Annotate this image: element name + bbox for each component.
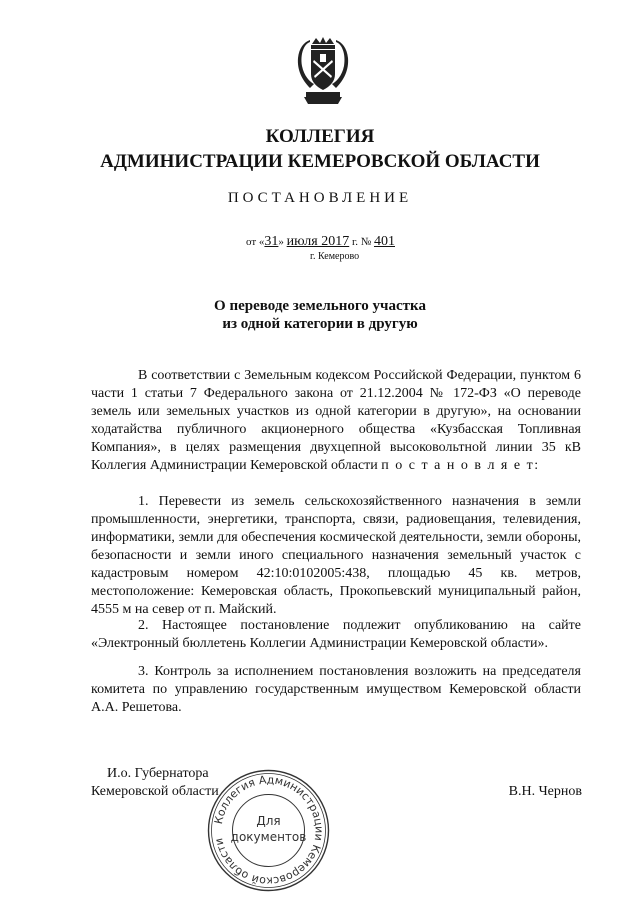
item-2-text: 2. Настоящее постановление подлежит опубликованию на сайте «Электронный бюллетень Коллегии Администрации Кемеровской области». bbox=[91, 618, 581, 651]
number-prefix: № bbox=[360, 236, 372, 248]
paragraph-item-1 bbox=[91, 493, 581, 619]
date-year-suffix: г. bbox=[351, 236, 358, 248]
round-stamp bbox=[206, 768, 331, 893]
paragraph-item-2 bbox=[91, 617, 581, 653]
item-1-text: 1. Перевести из земель сельскохозяйственного назначения в земли промышленности, энергетики, транспорта, связи, радиовещания, телевидения, информатики, земли для обеспечения космической деятельности, земли обороны, безопасности и земли иного специального назначения земельный участок с кадастровым номером 42:10:0102005:438, площадью 45 кв. метров, местоположение: Кемеровская область, Прокопьевский муниципальный район, 4555 м на север от п. Майский. bbox=[91, 494, 581, 617]
paragraph-item-3 bbox=[91, 663, 581, 717]
org-name-line1: КОЛЛЕГИЯ bbox=[265, 126, 375, 147]
subject-line2: из одной категории в другую bbox=[222, 316, 418, 332]
signatory-name: В.Н. Чернов bbox=[508, 784, 582, 799]
paragraph-preamble bbox=[91, 367, 581, 475]
stamp-center-line2: документов bbox=[230, 830, 307, 844]
date-month-year: июля 2017 bbox=[286, 234, 350, 249]
date-prefix: от « bbox=[246, 236, 265, 248]
date-number-line bbox=[246, 234, 395, 250]
org-name-line2: АДМИНИСТРАЦИИ КЕМЕРОВСКОЙ ОБЛАСТИ bbox=[100, 151, 540, 172]
resolves-word: п о с т а н о в л я е т: bbox=[381, 458, 540, 473]
item-3-text: 3. Контроль за исполнением постановления возложить на председателя комитета по управлению государственным имуществом Кемеровской области А.А. Решетова. bbox=[91, 664, 581, 715]
subject-line1: О переводе земельного участка bbox=[214, 298, 426, 314]
date-day: 31 bbox=[264, 234, 279, 249]
signatory-title-line2: Кемеровской области bbox=[91, 784, 219, 799]
coat-of-arms-icon bbox=[296, 36, 350, 106]
signatory-title-line1: И.о. Губернатора bbox=[107, 766, 209, 781]
preamble-text: В соответствии с Земельным кодексом Российской Федерации, пунктом 6 части 1 статьи 7 Федерального закона от 21.12.2004 № 172-ФЗ «О переводе земель или земельных участков из одной категории в другую», на основании ходатайства публичного акционерного общества «Кузбасская Топливная Компания», в целях размещения двухцепной высоковольтной линии 35 кВ Коллегия Администрации Кемеровской области bbox=[91, 368, 581, 473]
stamp-center-line1: Для bbox=[256, 814, 281, 828]
date-mid: » bbox=[278, 236, 284, 248]
document-type: ПОСТАНОВЛЕНИЕ bbox=[227, 190, 413, 206]
document-number: 401 bbox=[373, 234, 395, 249]
place-of-issue: г. Кемерово bbox=[310, 251, 360, 262]
stamp-ring-text-path: Коллегия Администрации Кемеровской области bbox=[211, 773, 326, 888]
